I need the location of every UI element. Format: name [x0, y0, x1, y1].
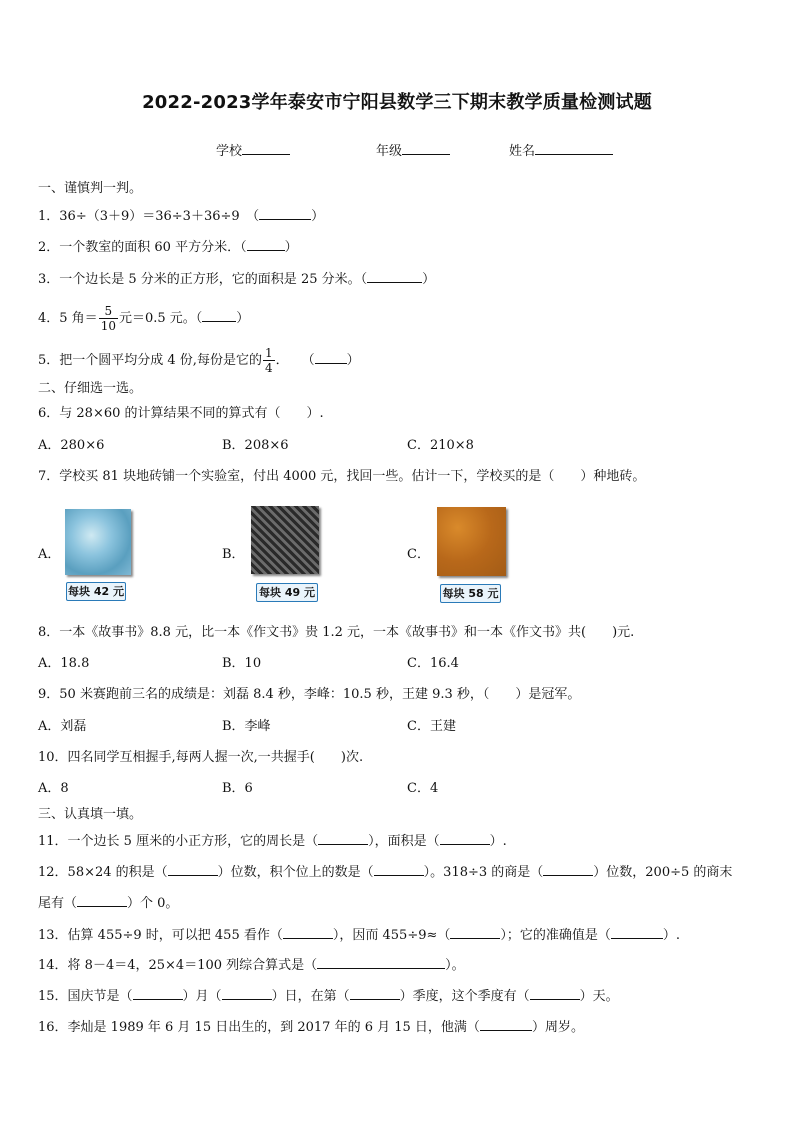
q8-option-c[interactable]: C．16.4: [407, 656, 459, 671]
q7-option-b[interactable]: B．: [222, 547, 245, 562]
section-2-heading: 二、仔细选一选。: [38, 381, 143, 396]
question-5: 5．把一个圆平均分成 4 份,每份是它的 $\frac{1}{4}$ ． （ ）: [38, 346, 360, 375]
answer-blank[interactable]: [259, 207, 311, 220]
answer-blank[interactable]: [317, 956, 445, 969]
answer-blank[interactable]: [367, 270, 422, 283]
price-tag-c: 每块 58 元: [440, 584, 501, 603]
section-3-heading: 三、认真填一填。: [38, 807, 143, 822]
question-6: 6．与 28×60 的计算结果不同的算式有（ ）.: [38, 406, 324, 421]
q9-option-a[interactable]: A．刘磊: [38, 719, 87, 734]
question-13: 13．估算 455÷9 时，可以把 455 看作（ ），因而 455÷9≈（ ）；它的准确值是（ ）.: [38, 928, 681, 943]
q6-option-c[interactable]: C．210×8: [407, 438, 474, 453]
question-3: 3．一个边长是 5 分米的正方形，它的面积是 25 分米。（ ）: [38, 272, 436, 287]
page-title: 2022-2023学年泰安市宁阳县数学三下期末教学质量检测试题: [142, 92, 652, 113]
question-12: 12．58×24 的积是（ ）位数，积个位上的数是（ ）。318÷3 的商是（ ）位数，200÷5 的商末: [38, 865, 733, 880]
answer-blank[interactable]: [77, 894, 127, 907]
question-1: 1．36÷（3＋9）＝36÷3＋36÷9 （ ）: [38, 209, 325, 224]
q8-option-b[interactable]: B．10: [222, 656, 262, 671]
question-9: 9．50 米赛跑前三名的成绩是：刘磊 8.4 秒，李峰：10.5 秒，王建 9.3 秒，（ ）是冠军。: [38, 687, 581, 702]
answer-blank[interactable]: [318, 832, 368, 845]
question-11: 11．一个边长 5 厘米的小正方形，它的周长是（ ），面积是（ ）.: [38, 834, 507, 849]
q8-option-a[interactable]: A．18.8: [38, 656, 90, 671]
answer-blank[interactable]: [222, 987, 272, 1000]
answer-blank[interactable]: [480, 1018, 532, 1031]
fraction: $\frac{5}{10}$: [100, 304, 116, 333]
answer-blank[interactable]: [440, 832, 490, 845]
answer-blank[interactable]: [530, 987, 580, 1000]
tile-image-c: [437, 507, 506, 576]
q10-option-c[interactable]: C．4: [407, 781, 439, 796]
q9-option-c[interactable]: C．王建: [407, 719, 456, 734]
question-4: 4．5 角＝ $\frac{5}{10}$ 元＝0.5 元。（ ）: [38, 304, 250, 333]
section-1-heading: 一、谨慎判一判。: [38, 181, 143, 196]
question-2: 2．一个教室的面积 60 平方分米．（ ）: [38, 240, 298, 255]
school-field[interactable]: 学校: [216, 140, 290, 159]
q7-option-a[interactable]: A．: [38, 547, 61, 562]
question-12-cont: 尾有（ ）个 0。: [38, 896, 179, 911]
answer-blank[interactable]: [247, 238, 285, 251]
q6-option-a[interactable]: A．280×6: [38, 438, 105, 453]
tile-image-a: [65, 509, 131, 575]
q7-option-c[interactable]: C．: [407, 547, 430, 562]
answer-blank[interactable]: [283, 926, 333, 939]
answer-blank[interactable]: [611, 926, 663, 939]
q9-option-b[interactable]: B．李峰: [222, 719, 271, 734]
answer-blank[interactable]: [374, 863, 424, 876]
question-14: 14．将 8－4＝4，25×4＝100 列综合算式是（ ）。: [38, 958, 465, 973]
tile-image-b: [251, 506, 319, 574]
q6-option-b[interactable]: B．208×6: [222, 438, 289, 453]
question-8: 8．一本《故事书》8.8 元，比一本《作文书》贵 1.2 元，一本《故事书》和一本《作文书》共( )元.: [38, 625, 635, 640]
answer-blank[interactable]: [315, 351, 347, 364]
question-7: 7．学校买 81 块地砖铺一个实验室，付出 4000 元，找回一些。估计一下，学校买的是（ ）种地砖。: [38, 469, 646, 484]
question-10: 10．四名同学互相握手,每两人握一次,一共握手( )次.: [38, 750, 364, 765]
price-tag-b: 每块 49 元: [256, 583, 318, 602]
q10-option-a[interactable]: A．8: [38, 781, 69, 796]
answer-blank[interactable]: [543, 863, 593, 876]
answer-blank[interactable]: [450, 926, 500, 939]
price-tag-a: 每块 42 元: [66, 582, 126, 601]
answer-blank[interactable]: [350, 987, 400, 1000]
answer-blank[interactable]: [168, 863, 218, 876]
answer-blank[interactable]: [133, 987, 183, 1000]
q10-option-b[interactable]: B．6: [222, 781, 253, 796]
fraction: $\frac{1}{4}$: [264, 346, 273, 375]
name-field[interactable]: 姓名: [509, 140, 613, 159]
question-16: 16．李灿是 1989 年 6 月 15 日出生的，到 2017 年的 6 月 15 日，他满（ ）周岁。: [38, 1020, 584, 1035]
question-15: 15．国庆节是（ ）月（ ）日，在第（ ）季度，这个季度有（ ）天。: [38, 989, 619, 1004]
answer-blank[interactable]: [202, 309, 236, 322]
grade-field[interactable]: 年级: [376, 140, 450, 159]
